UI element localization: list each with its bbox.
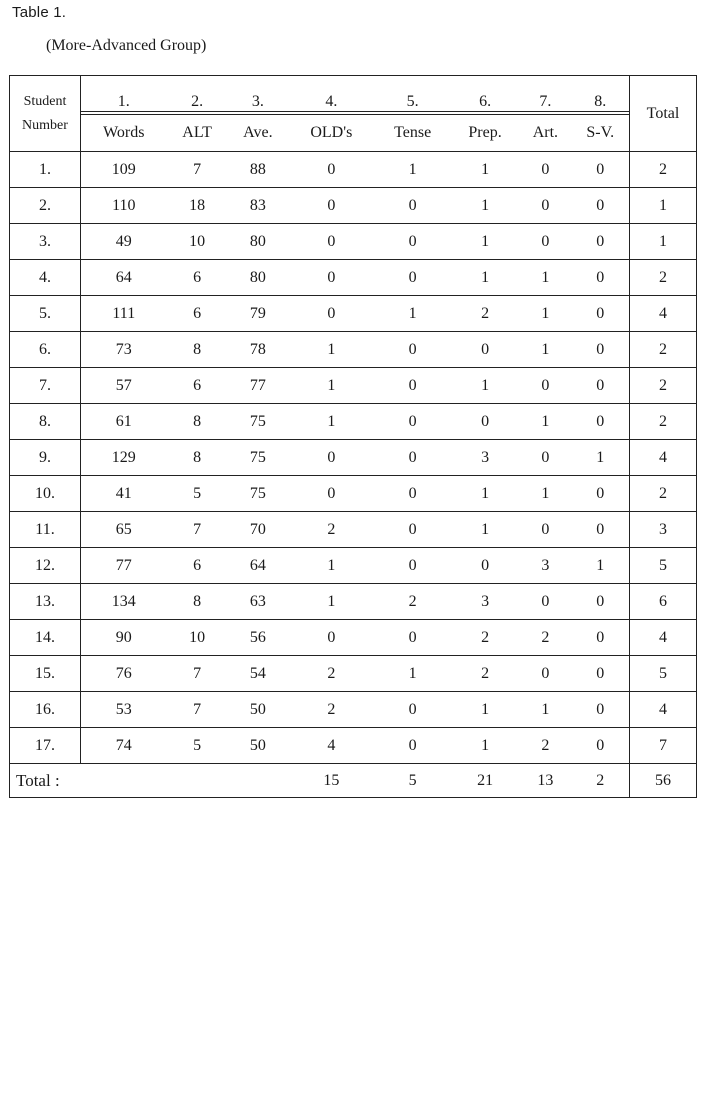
- table-cell: 75: [228, 476, 289, 512]
- table-cell: 54: [228, 656, 289, 692]
- row-total-cell: 1: [630, 188, 697, 224]
- student-number-cell: 7.: [10, 368, 81, 404]
- header-number-6: 6.: [451, 76, 520, 115]
- row-total-cell: 2: [630, 404, 697, 440]
- table-cell: 1: [519, 692, 571, 728]
- table-cell: 64: [228, 548, 289, 584]
- table-cell: 1: [451, 476, 520, 512]
- header-label-art: Art.: [519, 115, 571, 152]
- footer-cell: 5: [375, 764, 451, 798]
- table-cell: 1: [375, 296, 451, 332]
- table-cell: 0: [519, 440, 571, 476]
- table-cell: 74: [81, 728, 167, 764]
- table-cell: 1: [288, 584, 374, 620]
- header-label-olds: OLD's: [288, 115, 374, 152]
- table-cell: 2: [519, 728, 571, 764]
- footer-grand-total: 56: [630, 764, 697, 798]
- table-cell: 0: [375, 332, 451, 368]
- student-number-cell: 6.: [10, 332, 81, 368]
- table-cell: 0: [451, 332, 520, 368]
- header-number-1: 1.: [81, 76, 167, 115]
- row-total-cell: 4: [630, 620, 697, 656]
- header-student-line1: Student: [23, 93, 67, 109]
- results-table: [9, 75, 697, 798]
- table-cell: 1: [451, 692, 520, 728]
- table-cell: 0: [571, 188, 629, 224]
- table-cell: 0: [519, 656, 571, 692]
- table-cell: 0: [288, 260, 374, 296]
- table-cell: 0: [375, 620, 451, 656]
- table-cell: 109: [81, 152, 167, 188]
- table-cell: 8: [167, 440, 228, 476]
- student-number-cell: 9.: [10, 440, 81, 476]
- table-cell: 1: [451, 368, 520, 404]
- header-student-line2: Number: [22, 117, 68, 133]
- table-cell: 0: [375, 368, 451, 404]
- table-row: [10, 260, 697, 296]
- table-cell: 0: [571, 368, 629, 404]
- table-cell: 0: [288, 620, 374, 656]
- table-cell: 1: [451, 512, 520, 548]
- table-cell: 7: [167, 512, 228, 548]
- table-cell: 0: [571, 152, 629, 188]
- table-cell: 1: [519, 296, 571, 332]
- table-cell: 3: [519, 548, 571, 584]
- header-label-words: Words: [81, 115, 167, 152]
- header-number-4: 4.: [288, 76, 374, 115]
- footer-total-label: Total :: [10, 764, 289, 798]
- table-row: [10, 440, 697, 476]
- table-cell: 2: [451, 656, 520, 692]
- table-cell: 1: [571, 440, 629, 476]
- table-cell: 78: [228, 332, 289, 368]
- student-number-cell: 8.: [10, 404, 81, 440]
- table-cell: 7: [167, 152, 228, 188]
- table-cell: 50: [228, 692, 289, 728]
- student-number-cell: 11.: [10, 512, 81, 548]
- table-cell: 1: [451, 188, 520, 224]
- table-cell: 61: [81, 404, 167, 440]
- header-number-7: 7.: [519, 76, 571, 115]
- header-label-tense: Tense: [375, 115, 451, 152]
- table-cell: 1: [288, 548, 374, 584]
- table-cell: 88: [228, 152, 289, 188]
- table-row: [10, 692, 697, 728]
- table-cell: 0: [288, 476, 374, 512]
- student-number-cell: 17.: [10, 728, 81, 764]
- table-cell: 53: [81, 692, 167, 728]
- table-cell: 1: [375, 656, 451, 692]
- row-total-cell: 2: [630, 332, 697, 368]
- table-cell: 70: [228, 512, 289, 548]
- table-cell: 1: [375, 152, 451, 188]
- table-cell: 0: [571, 584, 629, 620]
- table-row: [10, 476, 697, 512]
- header-number-5: 5.: [375, 76, 451, 115]
- row-total-cell: 6: [630, 584, 697, 620]
- row-total-cell: 5: [630, 548, 697, 584]
- table-cell: 0: [519, 368, 571, 404]
- row-total-cell: 2: [630, 260, 697, 296]
- table-cell: 2: [519, 620, 571, 656]
- table-cell: 0: [288, 188, 374, 224]
- table-row: [10, 620, 697, 656]
- header-row-numbers: [10, 76, 697, 115]
- table-cell: 1: [451, 224, 520, 260]
- footer-total-row: [10, 764, 697, 798]
- table-cell: 0: [375, 476, 451, 512]
- table-cell: 4: [288, 728, 374, 764]
- table-cell: 76: [81, 656, 167, 692]
- table-cell: 79: [228, 296, 289, 332]
- table-cell: 1: [288, 404, 374, 440]
- header-number-2: 2.: [167, 76, 228, 115]
- student-number-cell: 15.: [10, 656, 81, 692]
- table-cell: 0: [571, 296, 629, 332]
- row-total-cell: 4: [630, 692, 697, 728]
- student-number-cell: 5.: [10, 296, 81, 332]
- table-cell: 1: [519, 404, 571, 440]
- table-body: [10, 152, 697, 764]
- table-cell: 0: [571, 620, 629, 656]
- table-cell: 1: [288, 368, 374, 404]
- table-cell: 0: [375, 188, 451, 224]
- table-cell: 0: [288, 296, 374, 332]
- table-cell: 1: [451, 260, 520, 296]
- footer-cell: 2: [571, 764, 629, 798]
- table-cell: 18: [167, 188, 228, 224]
- table-cell: 63: [228, 584, 289, 620]
- row-total-cell: 2: [630, 152, 697, 188]
- table-cell: 0: [451, 548, 520, 584]
- row-total-cell: 3: [630, 512, 697, 548]
- row-total-cell: 2: [630, 476, 697, 512]
- table-cell: 0: [519, 512, 571, 548]
- table-cell: 75: [228, 404, 289, 440]
- table-cell: 73: [81, 332, 167, 368]
- table-subtitle: (More-Advanced Group): [46, 37, 207, 54]
- table-cell: 6: [167, 296, 228, 332]
- table-cell: 5: [167, 476, 228, 512]
- table-cell: 65: [81, 512, 167, 548]
- table-cell: 0: [571, 224, 629, 260]
- table-row: [10, 728, 697, 764]
- table-cell: 0: [288, 440, 374, 476]
- table-cell: 0: [375, 224, 451, 260]
- student-number-cell: 10.: [10, 476, 81, 512]
- table-cell: 1: [571, 548, 629, 584]
- table-row: [10, 224, 697, 260]
- table-cell: 111: [81, 296, 167, 332]
- student-number-cell: 16.: [10, 692, 81, 728]
- header-label-prep: Prep.: [451, 115, 520, 152]
- table-cell: 8: [167, 332, 228, 368]
- table-cell: 2: [288, 656, 374, 692]
- student-number-cell: 2.: [10, 188, 81, 224]
- table-cell: 8: [167, 404, 228, 440]
- table-row: [10, 656, 697, 692]
- table-cell: 0: [288, 152, 374, 188]
- table-cell: 2: [451, 620, 520, 656]
- table-cell: 7: [167, 656, 228, 692]
- header-total: Total: [630, 76, 697, 152]
- table-row: [10, 152, 697, 188]
- table-cell: 2: [288, 692, 374, 728]
- table-cell: 3: [451, 584, 520, 620]
- table-cell: 50: [228, 728, 289, 764]
- table-caption: Table 1.: [12, 4, 67, 21]
- footer-cell: 13: [519, 764, 571, 798]
- table-cell: 0: [288, 224, 374, 260]
- table-cell: 10: [167, 620, 228, 656]
- table-cell: 0: [519, 188, 571, 224]
- table-cell: 0: [571, 332, 629, 368]
- table-container: [9, 75, 697, 798]
- header-number-3: 3.: [228, 76, 289, 115]
- table-cell: 77: [81, 548, 167, 584]
- table-cell: 0: [375, 512, 451, 548]
- table-cell: 129: [81, 440, 167, 476]
- header-number-8: 8.: [571, 76, 629, 115]
- header-label-sv: S-V.: [571, 115, 629, 152]
- table-cell: 5: [167, 728, 228, 764]
- table-cell: 0: [519, 152, 571, 188]
- header-label-alt: ALT: [167, 115, 228, 152]
- table-cell: 1: [519, 332, 571, 368]
- table-cell: 1: [451, 728, 520, 764]
- table-cell: 0: [571, 512, 629, 548]
- table-cell: 0: [571, 656, 629, 692]
- table-cell: 0: [571, 404, 629, 440]
- table-cell: 0: [519, 584, 571, 620]
- table-cell: 0: [375, 260, 451, 296]
- table-cell: 77: [228, 368, 289, 404]
- table-cell: 75: [228, 440, 289, 476]
- header-row-labels: [10, 115, 697, 152]
- student-number-cell: 14.: [10, 620, 81, 656]
- table-cell: 90: [81, 620, 167, 656]
- table-cell: 10: [167, 224, 228, 260]
- table-cell: 49: [81, 224, 167, 260]
- row-total-cell: 5: [630, 656, 697, 692]
- table-cell: 6: [167, 548, 228, 584]
- table-cell: 3: [451, 440, 520, 476]
- student-number-cell: 12.: [10, 548, 81, 584]
- table-cell: 1: [519, 260, 571, 296]
- table-cell: 2: [451, 296, 520, 332]
- table-cell: 0: [375, 692, 451, 728]
- table-row: [10, 584, 697, 620]
- table-cell: 41: [81, 476, 167, 512]
- header-student-number: [10, 76, 81, 152]
- table-cell: 2: [375, 584, 451, 620]
- footer-cell: 15: [288, 764, 374, 798]
- table-cell: 0: [375, 404, 451, 440]
- table-cell: 7: [167, 692, 228, 728]
- table-cell: 134: [81, 584, 167, 620]
- table-cell: 0: [571, 476, 629, 512]
- table-cell: 80: [228, 224, 289, 260]
- table-cell: 8: [167, 584, 228, 620]
- table-footer: [10, 764, 697, 798]
- student-number-cell: 3.: [10, 224, 81, 260]
- table-cell: 0: [375, 728, 451, 764]
- student-number-cell: 13.: [10, 584, 81, 620]
- row-total-cell: 2: [630, 368, 697, 404]
- table-cell: 1: [519, 476, 571, 512]
- table-row: [10, 512, 697, 548]
- table-row: [10, 188, 697, 224]
- table-row: [10, 404, 697, 440]
- table-cell: 0: [571, 728, 629, 764]
- table-cell: 57: [81, 368, 167, 404]
- table-cell: 0: [571, 260, 629, 296]
- row-total-cell: 4: [630, 440, 697, 476]
- table-cell: 0: [571, 692, 629, 728]
- table-row: [10, 368, 697, 404]
- table-cell: 83: [228, 188, 289, 224]
- table-cell: 56: [228, 620, 289, 656]
- table-row: [10, 296, 697, 332]
- student-number-cell: 4.: [10, 260, 81, 296]
- table-header: [10, 76, 697, 152]
- footer-cell: 21: [451, 764, 520, 798]
- table-cell: 80: [228, 260, 289, 296]
- row-total-cell: 4: [630, 296, 697, 332]
- table-cell: 6: [167, 260, 228, 296]
- table-cell: 0: [375, 548, 451, 584]
- table-cell: 0: [451, 404, 520, 440]
- table-cell: 64: [81, 260, 167, 296]
- table-row: [10, 548, 697, 584]
- table-row: [10, 332, 697, 368]
- table-cell: 1: [451, 152, 520, 188]
- row-total-cell: 1: [630, 224, 697, 260]
- table-cell: 110: [81, 188, 167, 224]
- table-cell: 1: [288, 332, 374, 368]
- student-number-cell: 1.: [10, 152, 81, 188]
- table-cell: 6: [167, 368, 228, 404]
- table-cell: 0: [519, 224, 571, 260]
- row-total-cell: 7: [630, 728, 697, 764]
- table-cell: 2: [288, 512, 374, 548]
- table-cell: 0: [375, 440, 451, 476]
- header-label-ave: Ave.: [228, 115, 289, 152]
